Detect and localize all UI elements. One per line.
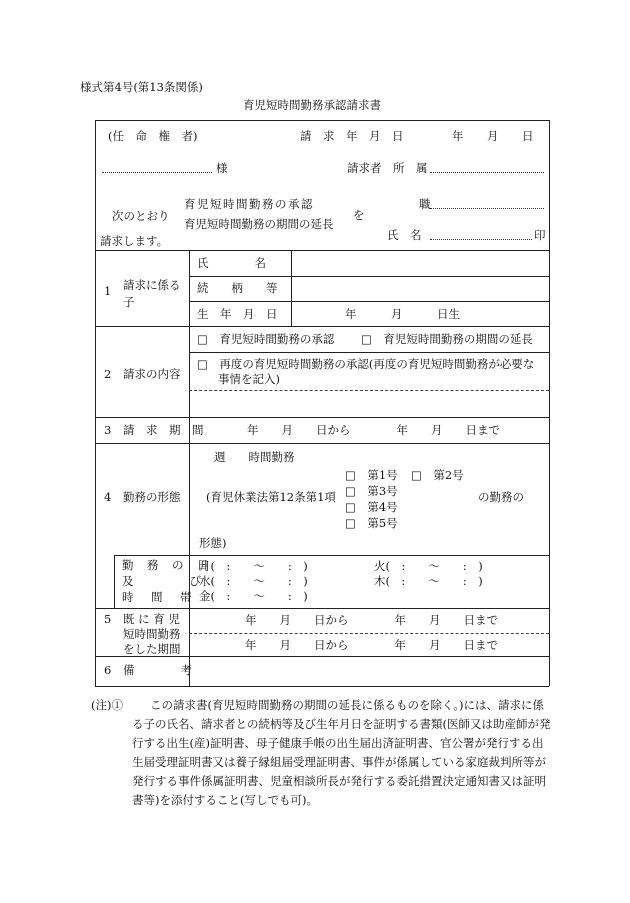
date-year: 年 (452, 129, 464, 143)
weekly-hours: 週 時間勤務 (214, 450, 295, 464)
requester-name-line[interactable] (430, 239, 532, 240)
note-line-2: る子の氏名、請求者との続柄等及び生年月日を証明する書類(医師又は助産師が発 (132, 717, 551, 731)
check-extension[interactable]: □ 育児短時間勤務の期間の延長 (361, 332, 533, 346)
law-item-2[interactable]: □ 第2号 (411, 468, 464, 482)
appointer-label: (任 命 権 者) (108, 129, 198, 143)
schedule-label-2: 及 び (122, 574, 203, 588)
appointer-name-line[interactable] (102, 172, 212, 173)
request-suffix: 請求します。 (100, 234, 169, 248)
date-month: 月 (487, 129, 499, 143)
row-divider-5 (95, 608, 549, 609)
relation-label: 続 柄 等 (197, 281, 278, 295)
table-top-border (95, 120, 549, 121)
work-form-suffix: の勤務の (478, 490, 524, 504)
section5-label-1: 既 に 育 児 (123, 612, 180, 626)
label-column-divider (189, 250, 190, 555)
as-follows-label: 次のとおり (112, 209, 170, 223)
schedule-top-line (114, 555, 549, 556)
check-reapproval-cont: 事情を記入) (218, 372, 280, 386)
law-item-4[interactable]: □ 第4号 (345, 500, 398, 514)
position-line[interactable] (430, 208, 544, 209)
table-left-border (95, 120, 96, 686)
row-divider-4 (95, 443, 549, 444)
form-number: 様式第4号(第13条関係) (80, 80, 203, 94)
birthdate-label: 生 年 月 日 (197, 307, 278, 321)
option-approval: 育児短時間勤務の承認 (184, 197, 314, 211)
affiliation-line[interactable] (430, 172, 544, 173)
schedule-wed[interactable]: 水( : ～ : ) (199, 574, 308, 588)
schedule-thu[interactable]: 木( : ～ : ) (374, 574, 483, 588)
section6-number: 6 (104, 663, 112, 677)
date-day: 日 (522, 129, 534, 143)
birthdate-value: 年 月 日生 (345, 307, 460, 321)
work-form-end: 形態) (199, 536, 227, 550)
section4-number: 4 (104, 490, 112, 504)
schedule-fri[interactable]: 金( : ～ : ) (199, 589, 308, 603)
section2-row-line-1 (189, 352, 549, 353)
section1-inner-divider (291, 250, 292, 326)
note-prefix: (注)① (91, 698, 123, 712)
section4-label: 勤務の形態 (123, 490, 181, 504)
prior-period-2: 年 月 日から 年 月 日まで (245, 638, 498, 652)
section1-label: 請求に係る子 (123, 278, 181, 309)
row-divider-6 (95, 656, 549, 657)
schedule-left-line (114, 555, 115, 608)
child-name-label: 氏 名 (197, 256, 266, 270)
note-line-6: 書等)を添付すること(写しでも可)。 (132, 793, 318, 807)
section2-label: 請求の内容 (123, 367, 181, 381)
option-extension: 育児短時間勤務の期間の延長 (184, 217, 334, 231)
request-date-label: 請 求 年 月 日 (300, 129, 404, 143)
row-divider-2 (95, 326, 549, 327)
section1-row-line-2 (189, 301, 549, 302)
note-line-5: 発行する事件係属証明書、児童相談所長が発行する委託措置決定通知書又は証明 (132, 774, 546, 788)
position-label: 職 (419, 197, 431, 211)
section5-dashed-line (189, 633, 549, 634)
note-line-1: この請求書(育児短時間勤務の期間の延長に係るものを除く。)には、請求に係 (150, 698, 544, 712)
section5-number: 5 (104, 612, 112, 626)
section3-label: 請 求 期 間 (123, 423, 204, 437)
request-period-value: 年 月 日から 年 月 日まで (247, 423, 500, 437)
note-line-3: 行する出生(産)証明書、母子健康手帳の出生届出済証明書、官公署が発行する出 (132, 736, 544, 750)
law-reference: (育児休業法第12条第1項 (206, 490, 336, 504)
row-divider-3 (95, 417, 549, 418)
law-item-5[interactable]: □ 第5号 (345, 516, 398, 530)
prior-period-1: 年 月 日から 年 月 日まで (245, 613, 498, 627)
schedule-label-3: 時 間 帯 (122, 590, 195, 604)
wo-label: を (353, 208, 365, 222)
affiliation-label: 請求者 所 属 (347, 161, 428, 175)
sama-label: 様 (216, 161, 228, 175)
seal-mark: 印 (534, 228, 546, 242)
section2-dashed-line (189, 390, 549, 391)
table-bottom-border (95, 686, 549, 687)
check-reapproval[interactable]: □ 再度の育児短時間勤務の承認(再度の育児短時間勤務が必要な (197, 357, 535, 371)
law-item-3[interactable]: □ 第3号 (345, 484, 398, 498)
schedule-tue[interactable]: 火( : ～ : ) (374, 559, 483, 573)
section5-label-3: をした期間 (123, 642, 181, 656)
section6-label: 備 考 (123, 663, 192, 677)
row-divider-1 (95, 250, 549, 251)
section1-number: 1 (104, 284, 112, 298)
law-item-1[interactable]: □ 第1号 (345, 468, 398, 482)
section2-number: 2 (104, 367, 112, 381)
table-right-border (549, 120, 550, 686)
schedule-mon[interactable]: 月( : ～ : ) (199, 559, 308, 573)
section5-label-2: 短時間勤務 (123, 627, 181, 641)
form-title: 育児短時間勤務承認請求書 (243, 98, 381, 112)
check-approval[interactable]: □ 育児短時間勤務の承認 (197, 332, 335, 346)
note-line-4: 生届受理証明書又は養子縁組届受理証明書、事件が係属している家庭裁判所等が (132, 755, 546, 769)
section3-number: 3 (104, 423, 112, 437)
name-label: 氏 名 (387, 228, 422, 242)
schedule-label-1: 勤 務 の 日 (122, 558, 210, 572)
section1-row-line-1 (189, 276, 549, 277)
